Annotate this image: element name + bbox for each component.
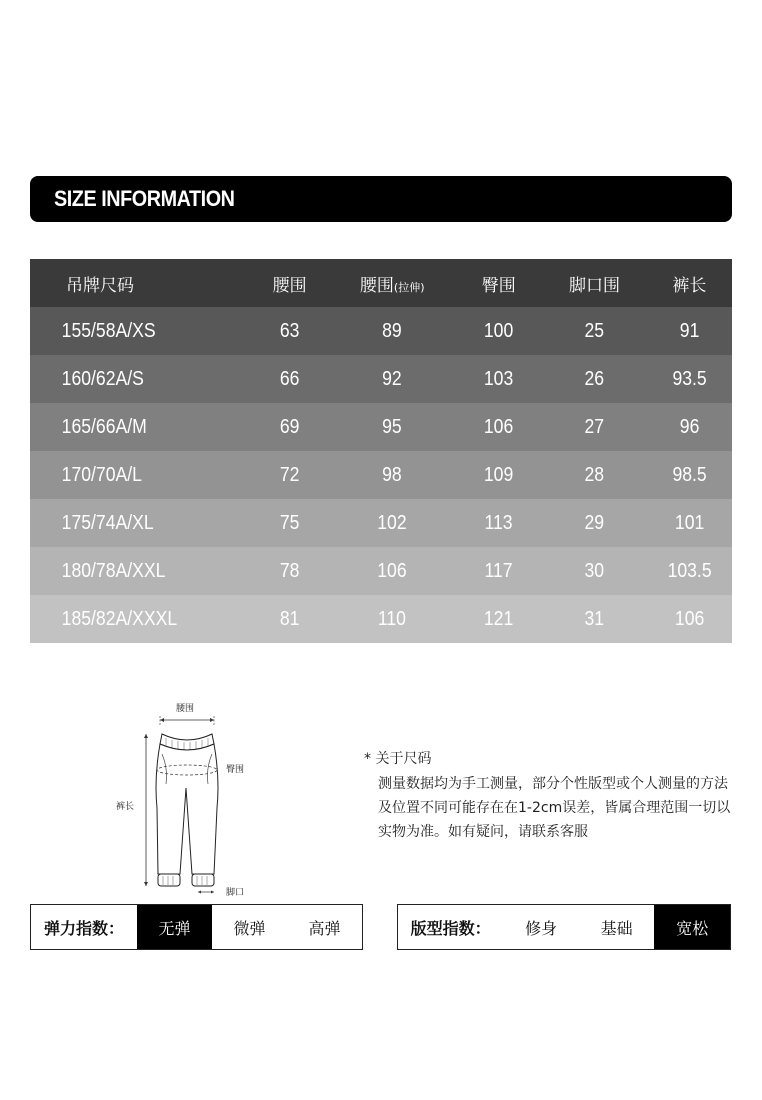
cell-hip: 100 [484,319,514,342]
banner-title: SIZE INFORMATION [54,186,235,211]
cell-waist-stretched: 110 [378,607,407,630]
elasticity-option-none: 无弹 [137,905,212,949]
cell-hem: 28 [584,463,605,486]
cell-tag-size: 165/66A/M [61,415,147,438]
table-row [30,451,732,499]
cell-hip: 121 [484,607,514,630]
cell-waist: 81 [279,607,300,630]
header-stretch-note: (拉伸) [393,280,425,294]
pants-outline-icon [110,698,260,898]
diagram-hem-label: 脚口 [226,888,245,898]
cell-length: 106 [674,607,705,630]
table-row [30,403,732,451]
cell-length: 91 [679,319,700,342]
cell-length: 96 [679,415,700,438]
diagram-hip-label: 臀围 [226,765,245,775]
table-row [30,307,732,355]
cell-hip: 109 [484,463,514,486]
cell-hip: 103 [484,367,514,390]
table-body [30,307,732,643]
table-row [30,499,732,547]
cell-waist: 72 [279,463,300,486]
cell-hem: 30 [584,559,605,582]
diagram-length-label: 裤长 [116,802,135,812]
cell-waist-stretched: 89 [382,319,403,342]
fit-option-slim: 修身 [525,918,558,938]
cell-waist: 63 [279,319,300,342]
cell-tag-size: 175/74A/XL [61,511,154,534]
header-waist-stretched-label: 腰围 [359,275,394,296]
cell-hem: 26 [584,367,605,390]
fit-label: 版型指数： [410,918,491,938]
cell-tag-size: 185/82A/XXXL [61,607,178,630]
size-note [364,748,734,844]
cell-hip: 117 [484,559,513,582]
cell-hip: 106 [484,415,514,438]
cell-waist-stretched: 106 [377,559,407,582]
cell-length: 93.5 [672,367,707,390]
header-tag-size: 吊牌尺码 [66,275,134,296]
cell-length: 103.5 [667,559,712,582]
cell-waist-stretched: 102 [377,511,407,534]
size-info-banner [30,176,732,222]
elasticity-label: 弹力指数： [43,918,124,938]
cell-tag-size: 170/70A/L [61,463,142,486]
cell-tag-size: 160/62A/S [61,367,144,390]
header-hem: 脚口围 [569,275,621,296]
header-length: 裤长 [672,275,707,296]
header-waist: 腰围 [272,275,307,296]
cell-hip: 113 [484,511,513,534]
size-table [30,259,732,643]
cell-hem: 31 [584,607,605,630]
cell-hem: 27 [584,415,605,438]
elasticity-option-slight: 微弹 [233,918,266,938]
elasticity-option-high: 高弹 [308,918,341,938]
cell-hem: 29 [584,511,605,534]
diagram-waist-label: 腰围 [176,704,195,714]
cell-waist-stretched: 98 [382,463,403,486]
cell-waist: 69 [279,415,300,438]
table-row [30,547,732,595]
note-title: * 关于尺码 [364,751,432,767]
pants-diagram [110,698,260,898]
elasticity-index [30,904,363,950]
cell-waist-stretched: 95 [382,415,403,438]
cell-waist-stretched: 92 [382,367,403,390]
cell-waist: 75 [279,511,300,534]
fit-option-loose: 宽松 [654,905,730,949]
cell-waist: 78 [279,559,300,582]
cell-waist: 66 [279,367,300,390]
table-row [30,355,732,403]
cell-length: 98.5 [672,463,707,486]
fit-option-regular: 基础 [600,918,633,938]
fit-index [397,904,731,950]
cell-hem: 25 [584,319,605,342]
cell-tag-size: 155/58A/XS [61,319,156,342]
header-waist-stretched [329,271,455,296]
header-hip: 臀围 [481,275,516,296]
table-header [30,259,732,307]
table-row [30,595,732,643]
cell-length: 101 [674,511,705,534]
cell-tag-size: 180/78A/XXL [61,559,166,582]
note-body: 测量数据均为手工测量，部分个性版型或个人测量的方法及位置不同可能存在在1-2cm误差，皆属合理范围一切以实物为准。如有疑问，请联系客服 [378,776,731,840]
